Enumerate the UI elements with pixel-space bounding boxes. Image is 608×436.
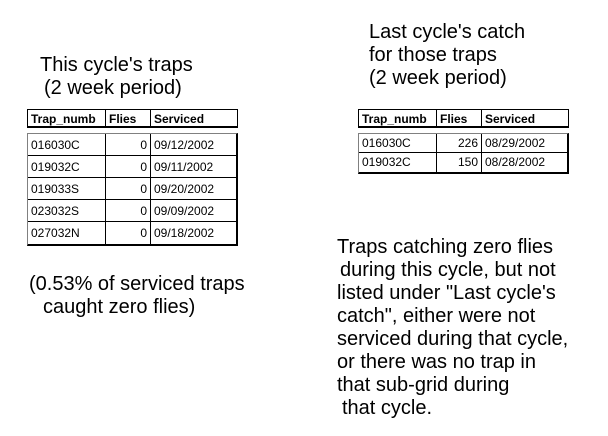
column-header-flies[interactable]: Flies xyxy=(106,110,151,126)
column-header-trap-numb[interactable]: Trap_numb xyxy=(28,110,106,126)
explanation-line1: Traps catching zero flies xyxy=(337,236,554,258)
zero-flies-percent-note xyxy=(29,273,245,319)
column-header-flies[interactable]: Flies xyxy=(437,110,482,126)
table-row[interactable] xyxy=(28,222,236,244)
column-header-trap-numb[interactable]: Trap_numb xyxy=(359,110,437,126)
explanation-line5: serviced during that cycle, xyxy=(337,328,569,350)
explanation-line7: that sub-grid during xyxy=(337,374,510,396)
zero-flies-explanation-note xyxy=(337,236,568,420)
table-header xyxy=(358,109,569,128)
explanation-line3: listed under "Last cycle's xyxy=(337,282,556,304)
cell-serviced[interactable]: 09/11/2002 xyxy=(154,160,214,174)
cell-trap-numb[interactable]: 019033S xyxy=(28,178,106,199)
table-row[interactable] xyxy=(28,156,236,178)
percent-note-line1: (0.53% of serviced traps xyxy=(29,273,245,295)
cell-trap-numb[interactable]: 019032C xyxy=(28,156,106,177)
cell-flies[interactable]: 150 xyxy=(437,153,482,172)
table-body xyxy=(27,133,238,246)
cell-serviced[interactable]: 08/28/2002 xyxy=(485,155,546,169)
explanation-line8: that cycle. xyxy=(342,397,433,419)
this-cycle-caption-line2: (2 week period) xyxy=(44,77,182,99)
cell-flies[interactable]: 0 xyxy=(106,156,151,177)
table-row[interactable] xyxy=(359,153,567,172)
last-cycle-caption-line1: Last cycle's catch xyxy=(369,21,526,43)
table-header xyxy=(27,109,238,128)
cell-flies[interactable]: 0 xyxy=(106,134,151,155)
this-cycle-traps-table xyxy=(27,109,238,246)
cell-serviced[interactable]: 09/09/2002 xyxy=(154,204,215,218)
cell-trap-numb[interactable]: 016030C xyxy=(28,134,106,155)
last-cycle-catch-table xyxy=(358,109,569,174)
table-row[interactable] xyxy=(28,134,236,156)
this-cycle-caption xyxy=(40,54,193,100)
cell-flies[interactable]: 0 xyxy=(106,200,151,221)
explanation-line4: catch", either were not xyxy=(337,305,536,327)
table-row[interactable] xyxy=(28,200,236,222)
cell-trap-numb[interactable]: 019032C xyxy=(359,153,437,172)
cell-flies[interactable]: 0 xyxy=(106,222,151,244)
cell-trap-numb[interactable]: 027032N xyxy=(28,222,106,244)
column-header-serviced[interactable]: Serviced xyxy=(485,112,536,126)
cell-flies[interactable]: 0 xyxy=(106,178,151,199)
column-header-serviced[interactable]: Serviced xyxy=(154,112,205,126)
table-row[interactable] xyxy=(359,134,567,153)
explanation-line2: during this cycle, but not xyxy=(340,259,556,281)
cell-serviced[interactable]: 09/18/2002 xyxy=(154,226,215,240)
cell-flies[interactable]: 226 xyxy=(437,134,482,152)
cell-trap-numb[interactable]: 016030C xyxy=(359,134,437,152)
last-cycle-caption-line3: (2 week period) xyxy=(369,67,507,89)
table-row[interactable] xyxy=(28,178,236,200)
explanation-line6: or there was no trap in xyxy=(337,351,536,373)
cell-trap-numb[interactable]: 023032S xyxy=(28,200,106,221)
cell-serviced[interactable]: 08/29/2002 xyxy=(485,136,546,150)
percent-note-line2: caught zero flies) xyxy=(43,296,196,318)
this-cycle-caption-line1: This cycle's traps xyxy=(40,54,193,76)
table-body xyxy=(358,133,569,174)
last-cycle-caption-line2: for those traps xyxy=(369,44,497,66)
cell-serviced[interactable]: 09/12/2002 xyxy=(154,138,215,152)
cell-serviced[interactable]: 09/20/2002 xyxy=(154,182,215,196)
last-cycle-caption xyxy=(369,21,525,90)
